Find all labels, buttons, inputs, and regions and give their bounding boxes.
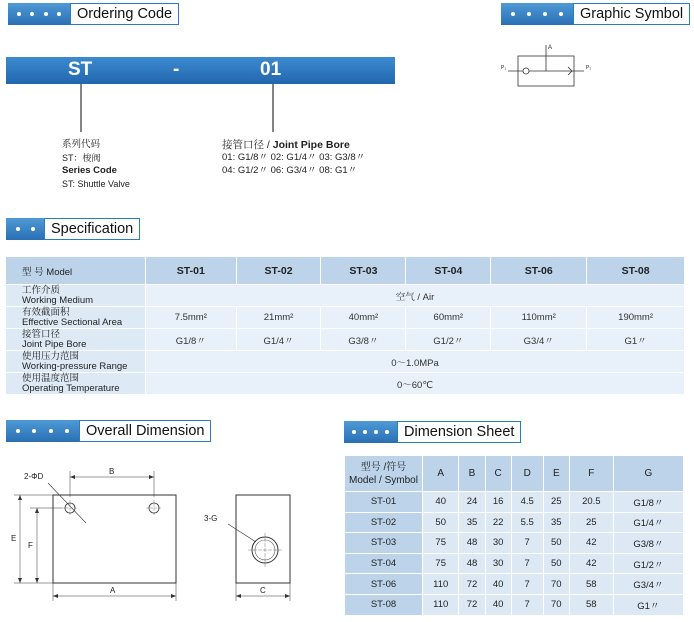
series-value-cn: ST：梭阀 bbox=[62, 153, 101, 163]
spec-model-cell: ST-06 bbox=[491, 257, 587, 285]
dim-cell: 5.5 bbox=[511, 512, 543, 533]
dim-cell: 42 bbox=[569, 533, 613, 554]
spec-label-cn: 使用温度范围 bbox=[22, 372, 80, 384]
spec-row-label bbox=[6, 351, 146, 373]
dim-cell: 40 bbox=[485, 594, 511, 615]
dim-model-header bbox=[345, 456, 423, 492]
dim-cell: 110 bbox=[423, 594, 459, 615]
overall-dimension-drawing bbox=[0, 455, 320, 622]
dim-cell: 30 bbox=[485, 533, 511, 554]
label-a: A bbox=[110, 586, 116, 595]
spec-model-cell: ST-04 bbox=[406, 257, 491, 285]
spec-bore-cell: G3/4〃 bbox=[491, 329, 587, 351]
dim-header-en: Model / Symbol bbox=[349, 474, 418, 486]
dim-cell: G1/8〃 bbox=[613, 492, 683, 513]
spec-pressure-value: 0～1.0MPa bbox=[146, 351, 685, 373]
spec-label-cn: 使用压力范围 bbox=[22, 350, 80, 362]
header-label: Dimension Sheet bbox=[397, 421, 521, 443]
spec-label-en: Effective Sectional Area bbox=[22, 316, 123, 328]
spec-area-cell: 40mm² bbox=[321, 307, 406, 329]
dim-cell: 72 bbox=[459, 574, 485, 595]
header-label: Graphic Symbol bbox=[573, 3, 690, 25]
spec-model-cell: ST-02 bbox=[236, 257, 321, 285]
spec-row-label bbox=[6, 307, 146, 329]
dim-col-header: G bbox=[613, 456, 683, 492]
dim-cell: 48 bbox=[459, 553, 485, 574]
dim-cell: 70 bbox=[543, 594, 569, 615]
dim-cell: 50 bbox=[543, 533, 569, 554]
spec-label-cn: 工作介质 bbox=[22, 284, 61, 296]
spec-label-en: Operating Temperature bbox=[22, 382, 120, 394]
dim-cell: 75 bbox=[423, 533, 459, 554]
spec-area-cell: 60mm² bbox=[406, 307, 491, 329]
dim-header-row bbox=[345, 456, 684, 492]
spec-area-cell: 190mm² bbox=[587, 307, 685, 329]
spec-row-bore bbox=[6, 329, 685, 351]
spec-label-en: Working Medium bbox=[22, 294, 94, 306]
label-e: E bbox=[11, 534, 17, 543]
dim-cell: 58 bbox=[569, 574, 613, 595]
dim-cell: 35 bbox=[543, 512, 569, 533]
dim-cell: G1/4〃 bbox=[613, 512, 683, 533]
dim-cell: 7 bbox=[511, 574, 543, 595]
dim-cell: G1/2〃 bbox=[613, 553, 683, 574]
spec-row-temp bbox=[6, 373, 685, 395]
table-row bbox=[345, 512, 684, 533]
dim-col-header: B bbox=[459, 456, 485, 492]
spec-area-cell: 21mm² bbox=[236, 307, 321, 329]
dim-col-header: D bbox=[511, 456, 543, 492]
table-row bbox=[345, 553, 684, 574]
label-port: 3-G bbox=[204, 514, 218, 523]
spec-label-cn: 有效截面积 bbox=[22, 306, 70, 318]
dim-cell: 70 bbox=[543, 574, 569, 595]
dim-cell: 7 bbox=[511, 594, 543, 615]
series-title-cn: 系列代码 bbox=[62, 139, 101, 150]
dim-cell: 7 bbox=[511, 553, 543, 574]
spec-row-area bbox=[6, 307, 685, 329]
spec-bore-cell: G1/2〃 bbox=[406, 329, 491, 351]
dim-cell: G3/4〃 bbox=[613, 574, 683, 595]
dim-cell: 25 bbox=[543, 492, 569, 513]
spec-area-cell: 110mm² bbox=[491, 307, 587, 329]
table-row bbox=[345, 594, 684, 615]
spec-bore-cell: G1/8〃 bbox=[146, 329, 237, 351]
dim-cell: 50 bbox=[423, 512, 459, 533]
dim-cell: 58 bbox=[569, 594, 613, 615]
symbol-label-p1: P₁ bbox=[501, 65, 507, 71]
spec-temp-value: 0～60℃ bbox=[146, 373, 685, 395]
spec-header-row bbox=[6, 257, 685, 285]
spec-medium-value: 空气 / Air bbox=[146, 285, 685, 307]
spec-label-en: Working-pressure Range bbox=[22, 360, 128, 372]
bore-title-cn: 接管口径 / bbox=[222, 139, 270, 151]
symbol-label-p2: P₂ bbox=[586, 65, 592, 71]
bore-title bbox=[222, 139, 350, 151]
dim-cell: 35 bbox=[459, 512, 485, 533]
dim-cell: 24 bbox=[459, 492, 485, 513]
header-label: Overall Dimension bbox=[79, 420, 211, 442]
spec-model-cell: ST-01 bbox=[146, 257, 237, 285]
label-b: B bbox=[109, 467, 115, 476]
dim-model-cell: ST-06 bbox=[345, 574, 423, 595]
header-label: Ordering Code bbox=[70, 3, 179, 25]
dim-cell: 42 bbox=[569, 553, 613, 574]
dim-cell: 50 bbox=[543, 553, 569, 574]
spec-model-cell: ST-03 bbox=[321, 257, 406, 285]
spec-label-cn: 接管口径 bbox=[22, 328, 61, 340]
dim-col-header: F bbox=[569, 456, 613, 492]
dim-model-cell: ST-01 bbox=[345, 492, 423, 513]
spec-bore-cell: G3/8〃 bbox=[321, 329, 406, 351]
bore-title-en: Joint Pipe Bore bbox=[272, 139, 350, 151]
spec-row-pressure bbox=[6, 351, 685, 373]
bore-options-line2: 04: G1/2〃 06: G3/4〃 08: G1〃 bbox=[222, 165, 358, 176]
bore-options-line1: 01: G1/8〃 02: G1/4〃 03: G3/8〃 bbox=[222, 152, 366, 163]
spec-row-medium bbox=[6, 285, 685, 307]
spec-row-label bbox=[6, 329, 146, 351]
dim-cell: 22 bbox=[485, 512, 511, 533]
dim-col-header: E bbox=[543, 456, 569, 492]
dim-cell: 30 bbox=[485, 553, 511, 574]
dim-cell: 16 bbox=[485, 492, 511, 513]
dim-model-cell: ST-08 bbox=[345, 594, 423, 615]
series-title-en: Series Code bbox=[62, 165, 117, 176]
dim-cell: 75 bbox=[423, 553, 459, 574]
symbol-label-a: A bbox=[548, 45, 553, 51]
dim-col-header: C bbox=[485, 456, 511, 492]
dimension-sheet-table bbox=[344, 455, 684, 616]
table-row bbox=[345, 533, 684, 554]
dim-model-cell: ST-03 bbox=[345, 533, 423, 554]
dim-cell: G1〃 bbox=[613, 594, 683, 615]
spec-row-label bbox=[6, 285, 146, 307]
dim-cell: G3/8〃 bbox=[613, 533, 683, 554]
shuttle-valve-symbol bbox=[498, 40, 598, 90]
dim-cell: 4.5 bbox=[511, 492, 543, 513]
table-row bbox=[345, 574, 684, 595]
dim-cell: 7 bbox=[511, 533, 543, 554]
spec-label-en: Joint Pipe Bore bbox=[22, 338, 87, 350]
spec-bore-cell: G1〃 bbox=[587, 329, 685, 351]
dim-cell: 110 bbox=[423, 574, 459, 595]
code-bore: 01 bbox=[260, 59, 282, 80]
spec-bore-cell: G1/4〃 bbox=[236, 329, 321, 351]
dim-cell: 40 bbox=[423, 492, 459, 513]
label-hole: 2-ΦD bbox=[24, 472, 44, 481]
dim-col-header: A bbox=[423, 456, 459, 492]
dim-cell: 72 bbox=[459, 594, 485, 615]
dim-model-cell: ST-04 bbox=[345, 553, 423, 574]
dim-cell: 20.5 bbox=[569, 492, 613, 513]
dim-model-cell: ST-02 bbox=[345, 512, 423, 533]
spec-model-cell: ST-08 bbox=[587, 257, 685, 285]
table-row bbox=[345, 492, 684, 513]
label-c: C bbox=[260, 586, 266, 595]
dim-cell: 40 bbox=[485, 574, 511, 595]
label-f: F bbox=[28, 541, 33, 550]
header-label: Specification bbox=[44, 218, 140, 240]
dim-cell: 25 bbox=[569, 512, 613, 533]
series-value-en: ST: Shuttle Valve bbox=[62, 179, 130, 189]
code-series: ST bbox=[68, 59, 93, 80]
spec-row-label bbox=[6, 373, 146, 395]
spec-model-header: 型 号 Model bbox=[6, 257, 146, 285]
dim-cell: 48 bbox=[459, 533, 485, 554]
specification-table bbox=[5, 256, 685, 395]
dim-header-cn: 型号 /符号 bbox=[360, 461, 407, 473]
code-dash: - bbox=[173, 59, 180, 80]
spec-area-cell: 7.5mm² bbox=[146, 307, 237, 329]
